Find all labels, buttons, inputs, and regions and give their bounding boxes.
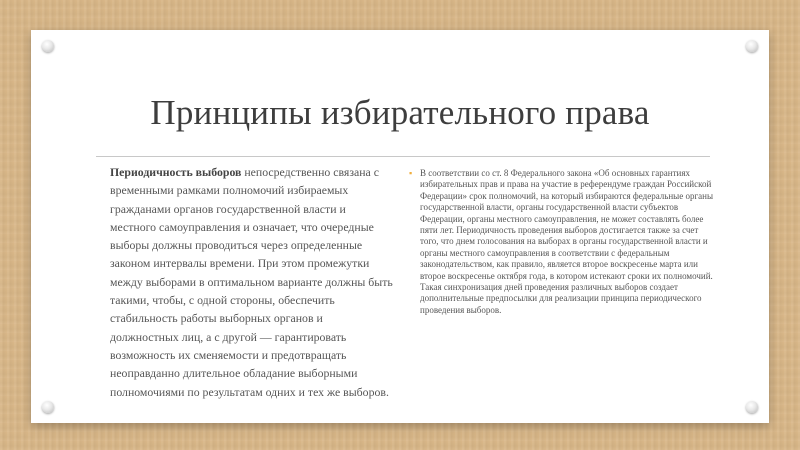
right-column — [409, 168, 715, 316]
right-column-text: В соответствии со ст. 8 Федерального закона «Об основных гарантиях избирательных прав и права на участие в референдуме граждан Российской Федерации» срок полномочий, на который избираются федеральные органы государственной власти, органы государственной власти субъектов Федерации, органы местного самоуправления, не может составлять более пяти лет. Периодичность проведения выборов достигается также за счет того, что днем голосования на выборах в органы государственной власти и органы местного самоуправления в соответствии с федеральным законодательством, как правило, является второе воскресенье марта или второе воскресенье октября года, в котором истекают сроки их полномочий. Такая синхронизация дней проведения различных выборов создает дополнительные предпосылки для реализации принципа периодического проведения выборов. — [420, 168, 714, 315]
slide-title: Принципы избирательного права — [150, 93, 650, 132]
slide-card — [31, 30, 769, 423]
pin-bottom-right-icon — [746, 401, 758, 413]
left-column-body: непосредственно связана с временными рамками полномочий избираемых гражданами органов государственной власти и местного самоуправления и означает, что очередные выборы должны проводиться через определенные законом интервалы времени. При этом промежутки между выборами в оптимальном варианте должны быть такими, чтобы, с одной стороны, обеспечить стабильность работы выборных органов и должностных лиц, а с другой — гарантировать возможность их сменяемости и предотвращать неоправданно длительное обладание выборными полномочиями по результатам одних и тех же выборов. — [110, 165, 393, 399]
pin-top-right-icon — [746, 40, 758, 52]
title-divider — [96, 156, 710, 157]
left-column-text — [110, 163, 393, 401]
left-column-term: Периодичность выборов — [110, 165, 242, 179]
pin-bottom-left-icon — [42, 401, 54, 413]
bullet-icon: ▪ — [409, 168, 413, 178]
pin-top-left-icon — [42, 40, 54, 52]
